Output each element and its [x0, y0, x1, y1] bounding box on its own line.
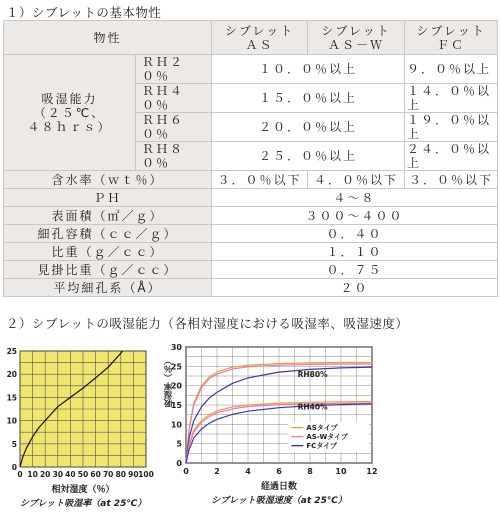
property-value: ０．４０ [212, 225, 498, 243]
y-tick-label: 15 [6, 393, 17, 403]
x-tick-label: 0 [17, 470, 23, 479]
legend-label: FCタイプ [306, 442, 337, 451]
x-tick-label: 10 [335, 467, 347, 476]
x-tick-label: 50 [77, 470, 89, 479]
chart-caption: シブレット吸湿率（at 25℃） [19, 499, 147, 509]
section1-title: １）シブレットの基本物性 [6, 5, 162, 20]
y-tick-label: 10 [6, 416, 17, 426]
property-value: １．１０ [212, 243, 498, 261]
x-tick-label: 90 [128, 470, 139, 479]
table-row [4, 207, 498, 225]
absorption-rate-chart [0, 335, 160, 517]
x-tick-label: 40 [65, 470, 76, 479]
x-tick-label: 60 [90, 470, 101, 479]
y-tick-label: 0 [176, 459, 182, 468]
header-asw: シブレット ＡＳ－Ｗ [308, 21, 405, 55]
moisture-as-value: ３．０％以下 [212, 171, 308, 189]
table-row [4, 55, 498, 84]
property-value: ３００～４００ [212, 207, 498, 225]
table-header-row [4, 21, 498, 55]
y-tick-label: 10 [170, 420, 182, 430]
absorption-as-asw-value: １５．０％以上 [212, 84, 405, 113]
table-row [4, 225, 498, 243]
absorption-fc-value: ２４．０％以上 [405, 142, 498, 171]
y-tick-label: 25 [170, 362, 182, 372]
x-tick-label: 20 [39, 470, 51, 479]
x-tick-label: 2 [214, 467, 220, 476]
property-label: 比重（ｇ／ｃｃ） [4, 243, 212, 261]
x-tick-label: 70 [102, 470, 114, 479]
property-label: ＰＨ [4, 189, 212, 207]
moisture-asw-value: ４．０％以下 [308, 171, 405, 189]
y-tick-label: 15 [170, 401, 182, 410]
y-axis-label: 吸湿率（％） [164, 356, 174, 408]
moisture-label: 含水率（ｗｔ％） [4, 171, 212, 189]
x-axis-label: 経過日数 [260, 482, 298, 492]
property-label: 見掛比重（ｇ／ｃｃ） [4, 261, 212, 279]
annotation-label: RH80% [297, 370, 328, 380]
property-label: 細孔容積（ｃｃ／ｇ） [4, 225, 212, 243]
table-row [4, 243, 498, 261]
y-tick-label: 25 [6, 347, 17, 356]
x-tick-label: 10 [27, 470, 38, 479]
absorption-fc-value: １４．０％以上 [405, 84, 498, 113]
absorption-fc-value: １９．０％以上 [405, 113, 498, 142]
rh-label: ＲＨ２０％ [136, 55, 212, 84]
absorption-as-asw-value: ２５．０％以上 [212, 142, 405, 171]
annotation-label: RH40% [297, 402, 328, 412]
x-tick-label: 4 [245, 467, 251, 476]
absorption-fc-value: ９．０％以上 [405, 55, 498, 84]
y-tick-label: 5 [11, 439, 17, 449]
y-tick-label: 0 [11, 463, 17, 472]
x-tick-label: 8 [307, 467, 313, 476]
section2-title: ２）シブレットの吸湿能力（各相対湿度における吸湿率、吸湿速度） [6, 316, 409, 331]
rh-label: ＲＨ４０％ [136, 84, 212, 113]
rh-label: ＲＨ８０％ [136, 142, 212, 171]
table-row [4, 279, 498, 297]
property-value: ２０ [212, 279, 498, 297]
property-value: ４～８ [212, 189, 498, 207]
x-tick-label: 80 [115, 470, 127, 479]
absorption-label: 吸湿能力 （２５℃、 ４８ｈｒｓ） [4, 55, 136, 171]
table-row [4, 189, 498, 207]
y-tick-label: 30 [170, 343, 182, 352]
y-tick-label: 20 [6, 370, 17, 380]
property-value: ０．７５ [212, 261, 498, 279]
table-row [4, 171, 498, 189]
header-fc: シブレット ＦＣ [405, 21, 498, 55]
x-tick-label: 12 [366, 467, 378, 476]
absorption-as-asw-value: １０．０％以上 [212, 55, 405, 84]
y-tick-label: 20 [170, 381, 182, 391]
chart-caption: シブレット吸湿速度（at 25℃） [211, 496, 347, 506]
property-label: 平均細孔系（Å） [4, 279, 212, 297]
properties-table [3, 20, 498, 297]
property-label: 表面積（㎡／ｇ） [4, 207, 212, 225]
table-row [4, 261, 498, 279]
y-tick-label: 5 [176, 439, 182, 449]
x-tick-label: 30 [52, 470, 64, 479]
rh-label: ＲＨ６０％ [136, 113, 212, 142]
moisture-fc-value: ３．０％以下 [405, 171, 498, 189]
legend-label: ASタイプ [306, 424, 338, 433]
x-tick-label: 6 [276, 467, 282, 476]
x-tick-label: 0 [183, 467, 189, 476]
absorption-as-asw-value: ２０．０％以上 [212, 113, 405, 142]
header-property: 物性 [4, 21, 212, 55]
legend-label: AS-Wタイプ [306, 433, 348, 442]
x-tick-label: 100 [138, 470, 154, 479]
x-axis-label: 相対湿度（％） [51, 485, 115, 495]
absorption-speed-chart [160, 335, 500, 517]
header-as: シブレット ＡＳ [212, 21, 308, 55]
